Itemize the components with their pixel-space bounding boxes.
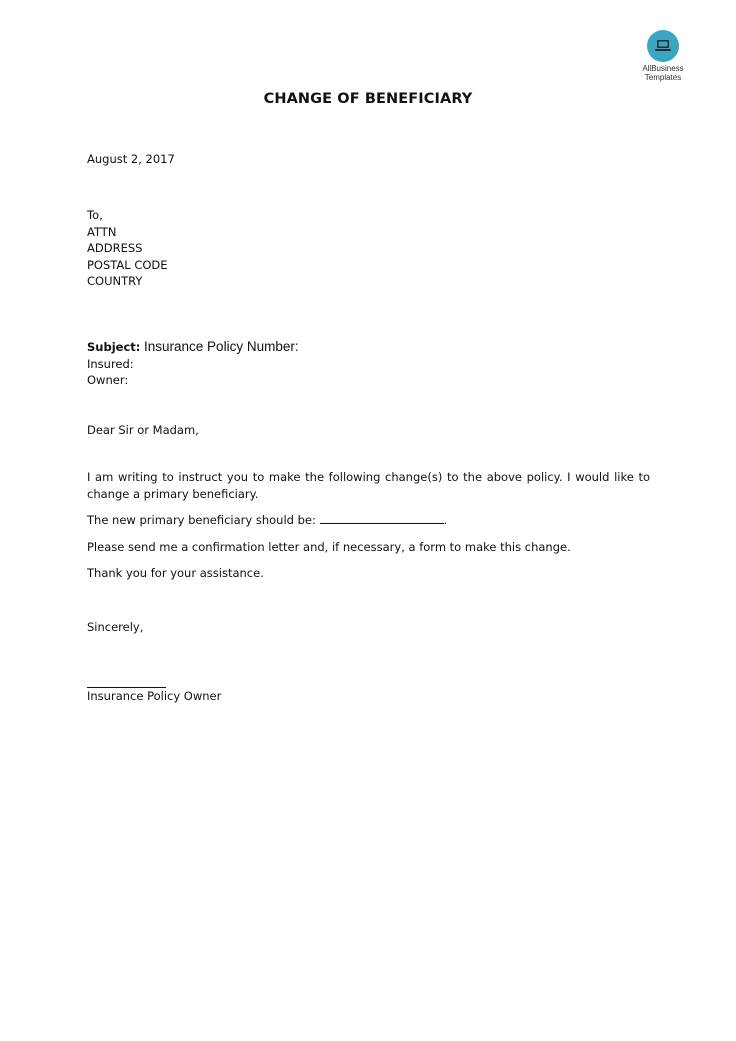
document-title: CHANGE OF BENEFICIARY xyxy=(263,91,473,107)
laptop-icon xyxy=(647,30,679,62)
recipient-address-line: ADDRESS xyxy=(87,241,143,255)
recipient-country: COUNTRY xyxy=(87,274,143,288)
new-beneficiary-period: . xyxy=(443,513,448,527)
subject-value: Insurance Policy Number: xyxy=(144,339,299,354)
subject-block xyxy=(87,339,650,389)
closing: Sincerely, xyxy=(87,620,144,634)
owner-line: Owner: xyxy=(87,373,129,387)
paragraph-confirmation: Please send me a confirmation letter and, if necessary, a form to make this change. xyxy=(87,540,571,554)
insured-line: Insured: xyxy=(87,356,134,371)
recipient-address xyxy=(87,207,650,290)
brand-line2: Templates xyxy=(644,73,682,82)
paragraph-new-beneficiary xyxy=(87,512,650,529)
subject-label: Subject: xyxy=(87,340,141,354)
subject-line xyxy=(87,339,650,356)
new-beneficiary-text: The new primary beneficiary should be: xyxy=(87,513,320,527)
recipient-postal-code: POSTAL CODE xyxy=(87,257,168,272)
signature-name: Insurance Policy Owner xyxy=(87,689,222,703)
brand-line1: AllBusiness xyxy=(642,64,684,73)
paragraph-instruction: I am writing to instruct you to make the following change(s) to the above policy. I would like to change a primary beneficiary. xyxy=(87,470,650,501)
beneficiary-blank-line xyxy=(320,512,444,524)
brand-name xyxy=(632,64,694,82)
recipient-attn: ATTN xyxy=(87,224,117,239)
brand-logo xyxy=(632,30,694,82)
recipient-to: To, xyxy=(87,208,103,222)
greeting: Dear Sir or Madam, xyxy=(87,423,199,437)
paragraph-thanks: Thank you for your assistance. xyxy=(87,566,264,580)
letter-date: August 2, 2017 xyxy=(87,152,175,166)
